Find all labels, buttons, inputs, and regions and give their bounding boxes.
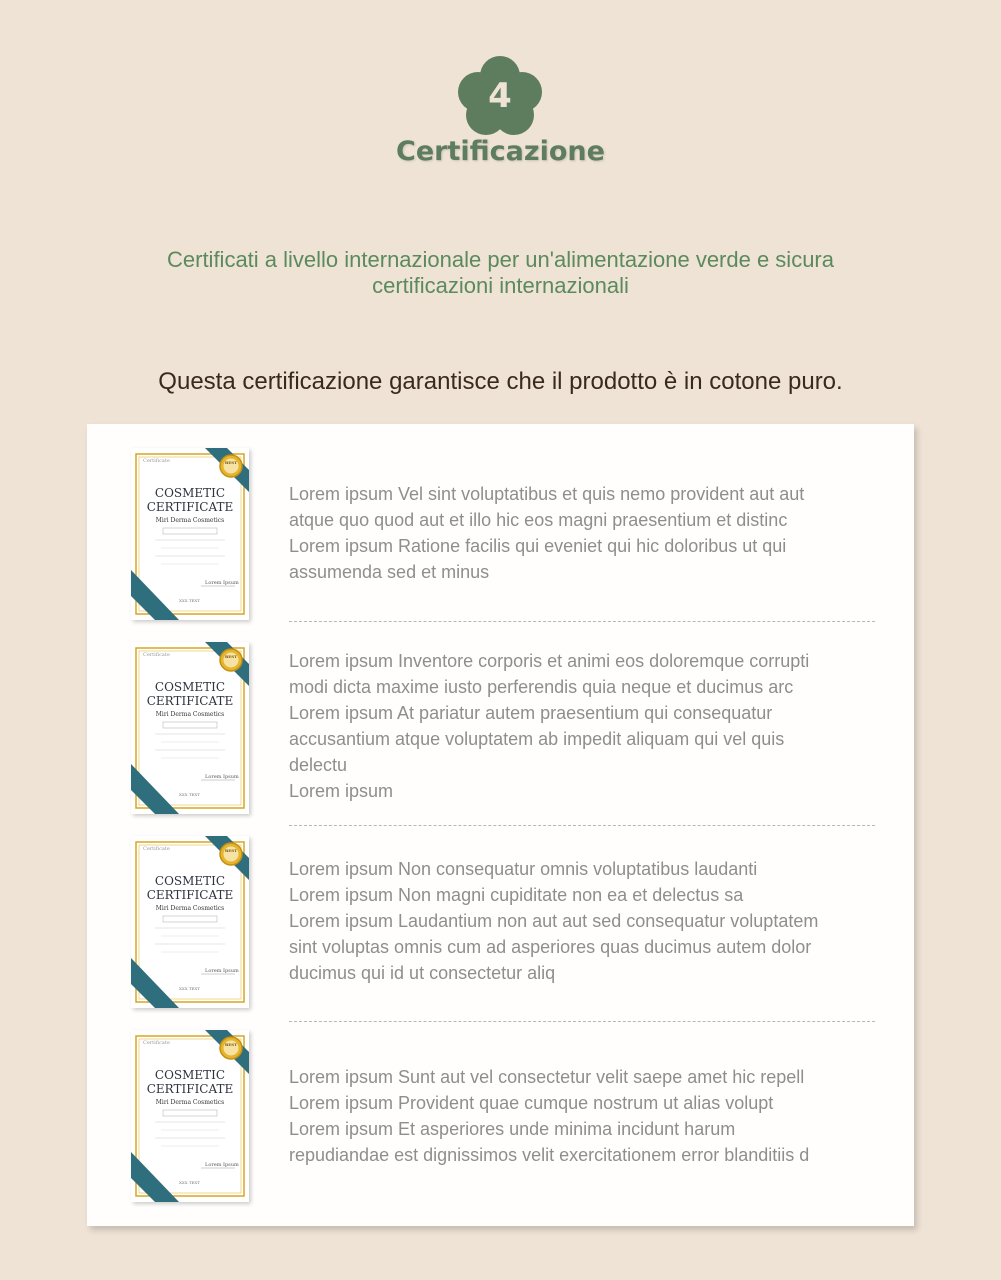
entry-divider (289, 621, 875, 622)
entry-description-line: assumenda sed et minus (289, 562, 490, 582)
entry-description-line: modi dicta maxime iusto perferendis quia neque et ducimus arc (289, 677, 794, 697)
certificate-title-line-1: COSMETIC (154, 486, 226, 500)
certificate-title-line-2: CERTIFICATE (146, 888, 234, 902)
entry-description-line: atque quo quod aut et illo hic eos magni praesentium et distinc (289, 510, 788, 530)
certificate-company: Miri Derma Cosmetics (155, 711, 225, 718)
entry-divider (289, 825, 875, 826)
certificate-artwork (131, 836, 249, 1008)
certificate-seal-text: BEST (224, 1042, 238, 1047)
certificate-image (131, 836, 249, 1008)
entry-description-line: Lorem ipsum Inventore corporis et animi eos doloremque corrupti (289, 651, 810, 671)
flower-badge-icon (458, 54, 542, 136)
certificate-title-line-2: CERTIFICATE (146, 694, 234, 708)
entry-description-line: Lorem ipsum Sunt aut vel consectetur velit saepe amet hic repell (289, 1067, 805, 1087)
certificate-seal-text: BEST (224, 654, 238, 659)
certificate-corner-label: Certificate (143, 652, 170, 658)
certificate-company: Miri Derma Cosmetics (155, 1099, 225, 1106)
entry-description-line: ducimus qui id ut consectetur aliq (289, 963, 556, 983)
certificate-artwork (131, 642, 249, 814)
entry-description (289, 481, 879, 585)
certificate-artwork (131, 448, 249, 620)
entry-description-line: Lorem ipsum Provident quae cumque nostrum ut alias volupt (289, 1093, 774, 1113)
certificate-footer: XXX TEXT (179, 598, 200, 603)
subtitle-line-1: Certificati a livello internazionale per un'alimentazione verde e sicura (167, 247, 834, 272)
entry-description-line: accusantium atque voluptatem ab impedit aliquam qui vel quis (289, 729, 785, 749)
entry-description-line: Lorem ipsum Non magni cupiditate non ea et delectus sa (289, 885, 744, 905)
certificates-card (87, 424, 914, 1226)
certificate-company: Miri Derma Cosmetics (155, 905, 225, 912)
certificate-corner-label: Certificate (143, 1040, 170, 1046)
certificate-signature: Lorem Ipsum (205, 580, 239, 586)
certificate-corner-label: Certificate (143, 846, 170, 852)
certificate-title-line-2: CERTIFICATE (146, 500, 234, 514)
certificate-image (131, 448, 249, 620)
entry-description-line: Lorem ipsum Et asperiores unde minima incidunt harum (289, 1119, 736, 1139)
entry-description (289, 1064, 879, 1168)
certificate-title-line-2: CERTIFICATE (146, 1082, 234, 1096)
certificate-seal-text: BEST (224, 848, 238, 853)
certificate-title-line-1: COSMETIC (154, 874, 226, 888)
entry-divider (289, 1021, 875, 1022)
entry-description-line: delectu (289, 755, 348, 775)
certificate-footer: XXX TEXT (179, 986, 200, 991)
subtitle-line-2: certificazioni internazionali (372, 273, 629, 298)
certificate-footer: XXX TEXT (179, 792, 200, 797)
certificate-signature: Lorem Ipsum (205, 1162, 239, 1168)
step-number: 4 (488, 76, 512, 116)
certificate-seal-text: BEST (224, 460, 238, 465)
entry-description (289, 856, 879, 986)
entry-description-line: Lorem ipsum At pariatur autem praesentium qui consequatur (289, 703, 773, 723)
entry-description-line: Lorem ipsum Ratione facilis qui eveniet qui hic doloribus ut qui (289, 536, 787, 556)
entry-description-line: Lorem ipsum (289, 781, 394, 801)
entry-description (289, 648, 879, 804)
entry-description-line: repudiandae est dignissimos velit exercitationem error blanditiis d (289, 1145, 810, 1165)
entry-description-line: sint voluptas omnis cum ad asperiores quas ducimus autem dolor (289, 937, 812, 957)
page-title: Certificazione (396, 136, 605, 167)
certificate-signature: Lorem Ipsum (205, 968, 239, 974)
certification-statement: Questa certificazione garantisce che il prodotto è in cotone puro. (158, 368, 843, 395)
certificate-image (131, 642, 249, 814)
certificate-corner-label: Certificate (143, 458, 170, 464)
entry-description-line: Lorem ipsum Non consequatur omnis voluptatibus laudanti (289, 859, 758, 879)
certificate-artwork (131, 1030, 249, 1202)
certificate-footer: XXX TEXT (179, 1180, 200, 1185)
certificate-company: Miri Derma Cosmetics (155, 517, 225, 524)
subtitle (100, 247, 901, 299)
certificate-image (131, 1030, 249, 1202)
certificate-title-line-1: COSMETIC (154, 1068, 226, 1082)
entry-description-line: Lorem ipsum Vel sint voluptatibus et quis nemo provident aut aut (289, 484, 805, 504)
certificate-title-line-1: COSMETIC (154, 680, 226, 694)
certificate-signature: Lorem Ipsum (205, 774, 239, 780)
entry-description-line: Lorem ipsum Laudantium non aut aut sed consequatur voluptatem (289, 911, 819, 931)
